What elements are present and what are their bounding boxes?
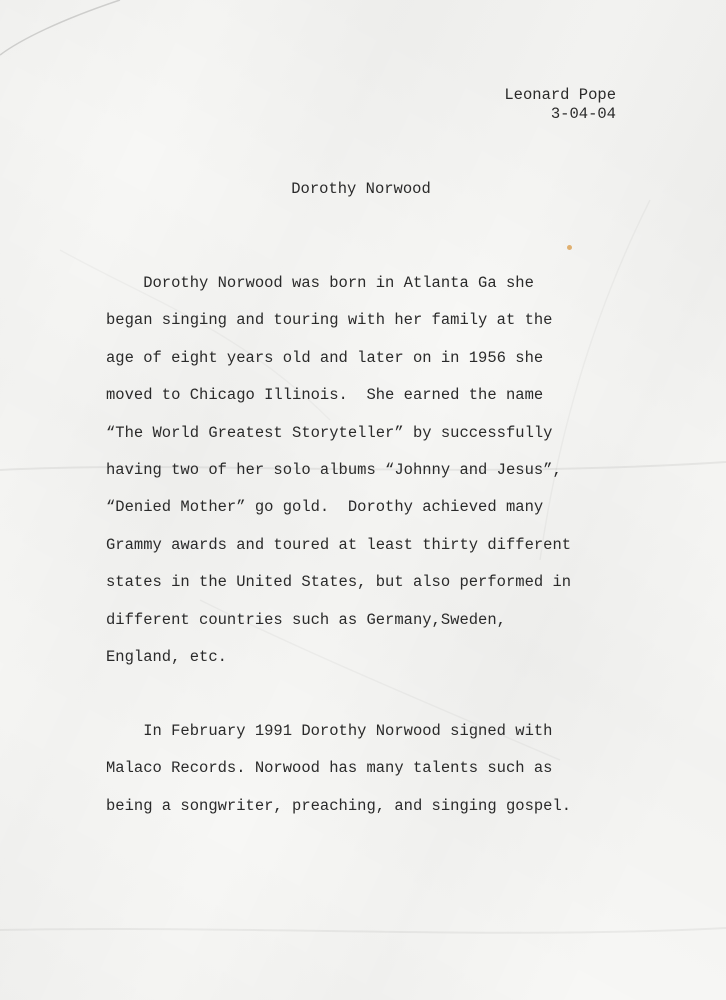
paragraph-2 xyxy=(106,721,626,833)
text-line: being a songwriter, preaching, and singing gospel. xyxy=(106,796,572,815)
paper-stain xyxy=(567,245,572,250)
author-block xyxy=(504,86,616,124)
text-line: moved to Chicago Illinois. She earned the name xyxy=(106,386,544,405)
paragraph-1 xyxy=(106,273,626,684)
document-title: Dorothy Norwood xyxy=(291,180,431,198)
text-line: In February 1991 Dorothy Norwood signed with xyxy=(106,722,553,740)
document-date: 3-04-04 xyxy=(550,105,616,123)
text-line: different countries such as Germany,Sweden, xyxy=(106,610,506,629)
text-line: Dorothy Norwood was born in Atlanta Ga she xyxy=(106,274,534,292)
text-line: having two of her solo albums “Johnny and Jesus”, xyxy=(106,460,562,479)
text-line: Grammy awards and toured at least thirty different xyxy=(106,535,572,554)
text-line: England, etc. xyxy=(106,647,227,666)
text-line: Malaco Records. Norwood has many talents such as xyxy=(106,759,553,778)
text-line: began singing and touring with her family at the xyxy=(106,311,553,330)
text-line: “The World Greatest Storyteller” by successfully xyxy=(106,423,553,442)
author-name: Leonard Pope xyxy=(504,86,616,104)
text-line: states in the United States, but also performed in xyxy=(106,573,572,592)
text-line: “Denied Mother” go gold. Dorothy achieved many xyxy=(106,498,544,517)
text-line: age of eight years old and later on in 1956 she xyxy=(106,348,544,367)
